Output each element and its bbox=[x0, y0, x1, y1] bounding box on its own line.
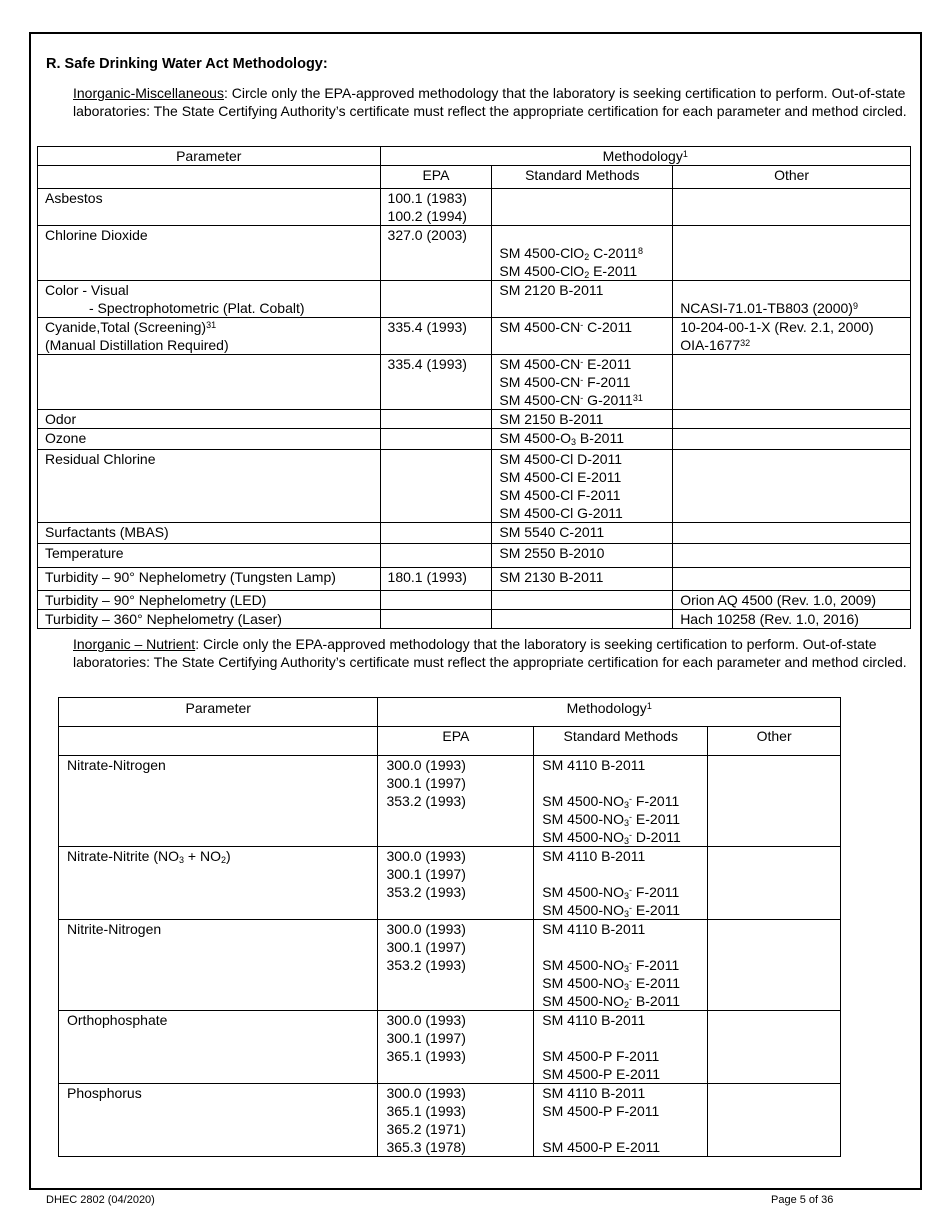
nutrient-label: Inorganic – Nutrient bbox=[73, 636, 196, 652]
epa-cell: 180.1 (1993) bbox=[380, 568, 492, 591]
misc-instructions bbox=[73, 84, 913, 120]
table-row bbox=[38, 355, 911, 410]
parameter-cell: Residual Chlorine bbox=[38, 450, 381, 523]
table-row bbox=[38, 429, 911, 450]
parameter-cell: Chlorine Dioxide bbox=[38, 226, 381, 281]
parameter-cell: Nitrate-Nitrogen bbox=[59, 756, 378, 847]
header-row bbox=[38, 147, 911, 166]
standard-methods-header: Standard Methods bbox=[492, 166, 673, 189]
parameter-cell: Odor bbox=[38, 410, 381, 429]
subheader-row bbox=[38, 166, 911, 189]
table-row bbox=[38, 544, 911, 568]
parameter-cell: Cyanide,Total (Screening)$^{31}$ (Manual Distillation Required) bbox=[38, 318, 381, 355]
epa-cell: 327.0 (2003) bbox=[380, 226, 492, 281]
table-row bbox=[38, 610, 911, 629]
sm-cell: SM 2120 B-2011 bbox=[492, 281, 673, 318]
sm-cell: SM 4110 B-2011 SM $4500-NO_3^-$ F-2011 SM $4500-NO_3^-$ E-2011 bbox=[534, 847, 708, 920]
epa-cell: 300.0 (1993) 300.1 (1997) 365.1 (1993) bbox=[378, 1011, 534, 1084]
table-row bbox=[59, 920, 841, 1011]
table-row bbox=[38, 226, 911, 281]
table-row bbox=[38, 450, 911, 523]
sm-cell: SM 4500-CN- E-2011 SM 4500-CN- F-2011 SM 4500-CN- G-2011$^{31}$ bbox=[492, 355, 673, 410]
sm-cell: SM 4110 B-2011 SM 4500-P F-2011 SM 4500-P E-2011 bbox=[534, 1011, 708, 1084]
table-row bbox=[38, 523, 911, 544]
misc-text: : Circle only the EPA-approved methodology that the laboratory is seeking certification to perform. Out-of-state laboratories: The State Certifying Authority’s certificate must reflect the appropriate certification for each parameter and method circled. bbox=[73, 85, 907, 119]
nutrient-text: : Circle only the EPA-approved methodology that the laboratory is seeking certification to perform. Out-of-state laboratories: The State Certifying Authority’s certificate must reflect the appropriate certification for each parameter and method circled. bbox=[73, 636, 907, 670]
epa-cell: 300.0 (1993) 300.1 (1997) 353.2 (1993) bbox=[378, 847, 534, 920]
parameter-cell: Nitrite-Nitrogen bbox=[59, 920, 378, 1011]
sm-cell: SM 5540 C-2011 bbox=[492, 523, 673, 544]
parameter-cell: Ozone bbox=[38, 429, 381, 450]
sm-cell: SM 4110 B-2011 SM $4500-NO_3^-$ F-2011 SM $4500-NO_3^-$ E-2011 SM $4500-NO_3^-$ D-2011 bbox=[534, 756, 708, 847]
epa-cell: 300.0 (1993) 300.1 (1997) 353.2 (1993) bbox=[378, 920, 534, 1011]
parameter-cell: Temperature bbox=[38, 544, 381, 568]
table-row bbox=[59, 756, 841, 847]
parameter-cell: Turbidity – 360° Nephelometry (Laser) bbox=[38, 610, 381, 629]
other-cell: Orion AQ 4500 (Rev. 1.0, 2009) bbox=[673, 591, 911, 610]
sm-cell: SM 4500-Cl D-2011 SM 4500-Cl E-2011 SM 4500-Cl F-2011 SM 4500-Cl G-2011 bbox=[492, 450, 673, 523]
parameter-cell: Color - Visual - Spectrophotometric (Plat. Cobalt) bbox=[38, 281, 381, 318]
epa-cell: 335.4 (1993) bbox=[380, 355, 492, 410]
sm-cell: SM $4500-O_3$ B-2011 bbox=[492, 429, 673, 450]
parameter-cell: Surfactants (MBAS) bbox=[38, 523, 381, 544]
sm-cell: SM 2550 B-2010 bbox=[492, 544, 673, 568]
standard-methods-header: Standard Methods bbox=[534, 727, 708, 756]
table-row bbox=[38, 591, 911, 610]
sm-cell: SM 2130 B-2011 bbox=[492, 568, 673, 591]
misc-methodology-table bbox=[37, 146, 911, 629]
epa-cell: 300.0 (1993) 365.1 (1993) 365.2 (1971) 365.3 (1978) bbox=[378, 1084, 534, 1157]
table-row bbox=[38, 318, 911, 355]
parameter-cell: Turbidity – 90° Nephelometry (LED) bbox=[38, 591, 381, 610]
epa-cell: 300.0 (1993) 300.1 (1997) 353.2 (1993) bbox=[378, 756, 534, 847]
sm-cell: SM 2150 B-2011 bbox=[492, 410, 673, 429]
parameter-header: Parameter bbox=[59, 698, 378, 727]
table-row bbox=[59, 1084, 841, 1157]
nutrient-methodology-table bbox=[58, 697, 841, 1157]
sm-cell: SM 4110 B-2011 SM 4500-P F-2011 SM 4500-P E-2011 bbox=[534, 1084, 708, 1157]
epa-cell: 335.4 (1993) bbox=[380, 318, 492, 355]
nutrient-instructions bbox=[73, 635, 913, 671]
subheader-row bbox=[59, 727, 841, 756]
other-cell: NCASI-71.01-TB803 $(2000)^9$ bbox=[673, 281, 911, 318]
epa-cell: 100.1 (1983) 100.2 (1994) bbox=[380, 189, 492, 226]
sm-cell: SM 4500-CN- C-2011 bbox=[492, 318, 673, 355]
table-row bbox=[59, 1011, 841, 1084]
parameter-cell: Asbestos bbox=[38, 189, 381, 226]
other-header: Other bbox=[708, 727, 841, 756]
epa-header: EPA bbox=[380, 166, 492, 189]
parameter-cell: Orthophosphate bbox=[59, 1011, 378, 1084]
methodology-header: Methodology$^1$ bbox=[378, 698, 841, 727]
table-row bbox=[59, 847, 841, 920]
parameter-cell: Phosphorus bbox=[59, 1084, 378, 1157]
header-row bbox=[59, 698, 841, 727]
section-title: R. Safe Drinking Water Act Methodology: bbox=[46, 56, 328, 72]
parameter-header: Parameter bbox=[38, 147, 381, 166]
table-row bbox=[38, 281, 911, 318]
sm-cell: SM 4500-ClO$_2$ C-2011$^8$ SM 4500-ClO$_2$ E-2011 bbox=[492, 226, 673, 281]
table-row bbox=[38, 189, 911, 226]
sm-cell: SM 4110 B-2011 SM $4500-NO_3^-$ F-2011 SM $4500-NO_3^-$ E-2011 SM $4500-NO_2^-$ B-2011 bbox=[534, 920, 708, 1011]
parameter-cell: Turbidity – 90° Nephelometry (Tungsten Lamp) bbox=[38, 568, 381, 591]
other-header: Other bbox=[673, 166, 911, 189]
form-number: DHEC 2802 (04/2020) bbox=[46, 1194, 155, 1206]
table-row bbox=[38, 410, 911, 429]
parameter-cell: Nitrate-Nitrite $(NO_3 + NO_2)$ bbox=[59, 847, 378, 920]
methodology-header: Methodology$^1$ bbox=[380, 147, 910, 166]
misc-label: Inorganic-Miscellaneous bbox=[73, 85, 224, 101]
page-number: Page 5 of 36 bbox=[771, 1194, 834, 1206]
other-cell: 10-204-00-1-X (Rev. 2.1, 2000) OIA-1677$^{32}$ bbox=[673, 318, 911, 355]
table-row bbox=[38, 568, 911, 591]
other-cell: Hach 10258 (Rev. 1.0, 2016) bbox=[673, 610, 911, 629]
epa-header: EPA bbox=[378, 727, 534, 756]
